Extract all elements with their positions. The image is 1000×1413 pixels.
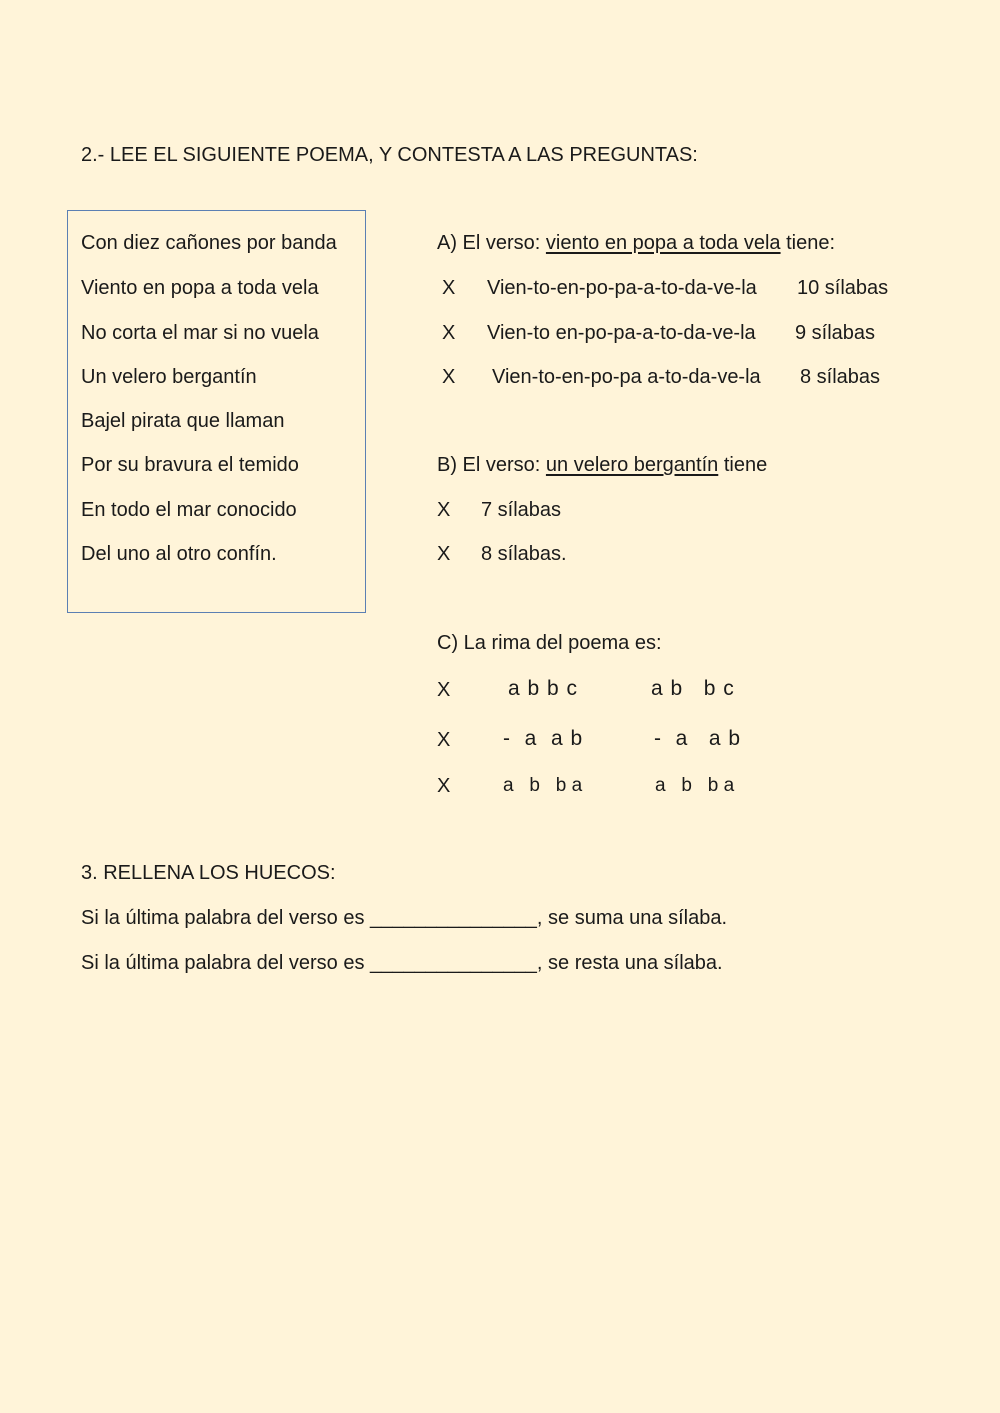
poem-line: Con diez cañones por banda [81,232,337,254]
poem-line: En todo el mar conocido [81,499,297,521]
syllable-count: 10 sílabas [797,277,889,299]
syllable-division: Vien-to en-po-pa-a-to-da-ve-la [487,322,756,344]
rhyme-right: a b b c [651,677,735,700]
poem-line: Por su bravura el temido [81,454,299,476]
option-mark[interactable]: X [437,499,451,521]
option-text: 8 sílabas. [481,543,567,565]
option-mark[interactable]: X [437,543,451,565]
option-mark[interactable]: X [437,679,451,701]
fill-after: , se suma una sílaba. [536,907,728,929]
syllable-division: Vien-to-en-po-pa a-to-da-ve-la [492,366,761,388]
section3-title: 3. RELLENA LOS HUECOS: [81,862,336,884]
option-text: 7 sílabas [481,499,562,521]
fill-after: , se resta una sílaba. [536,952,723,974]
option-mark[interactable]: X [437,729,451,751]
poem-line: No corta el mar si no vuela [81,322,319,344]
poem-line: Un velero bergantín [81,366,257,388]
poem-line: Del uno al otro confín. [81,543,277,565]
fill-blank[interactable]: _______________ [370,952,537,974]
poem-line: Viento en popa a toda vela [81,277,319,299]
question-a-prefix: A) El verso: [437,232,546,254]
option-mark[interactable]: X [442,366,456,388]
syllable-division: Vien-to-en-po-pa-a-to-da-ve-la [487,277,757,299]
question-b-suffix: tiene [718,454,768,476]
question-c-heading: C) La rima del poema es: [437,632,662,654]
question-a-verse: viento en popa a toda vela [545,232,781,254]
question-b-heading [437,453,767,477]
section2-title: 2.- LEE EL SIGUIENTE POEMA, Y CONTESTA A LAS PREGUNTAS: [81,144,698,166]
fill-blank[interactable]: _______________ [370,907,537,929]
rhyme-left: a b b c [508,677,579,700]
syllable-count: 8 sílabas [800,366,881,388]
rhyme-right: a b b a [655,775,735,796]
rhyme-left: - a a b [503,727,584,750]
question-b-verse: un velero bergantín [545,454,719,476]
question-b-prefix: B) El verso: [437,454,546,476]
fill-line [81,906,727,930]
fill-before: Si la última palabra del verso es [81,907,371,929]
question-a-heading [437,231,835,255]
question-a-suffix: tiene: [780,232,836,254]
fill-before: Si la última palabra del verso es [81,952,371,974]
option-mark[interactable]: X [437,775,451,797]
option-mark[interactable]: X [442,322,456,344]
rhyme-left: a b b a [503,775,583,796]
rhyme-right: - a a b [654,727,742,750]
option-mark[interactable]: X [442,277,456,299]
fill-line [81,951,723,975]
syllable-count: 9 sílabas [795,322,876,344]
poem-line: Bajel pirata que llaman [81,410,285,432]
